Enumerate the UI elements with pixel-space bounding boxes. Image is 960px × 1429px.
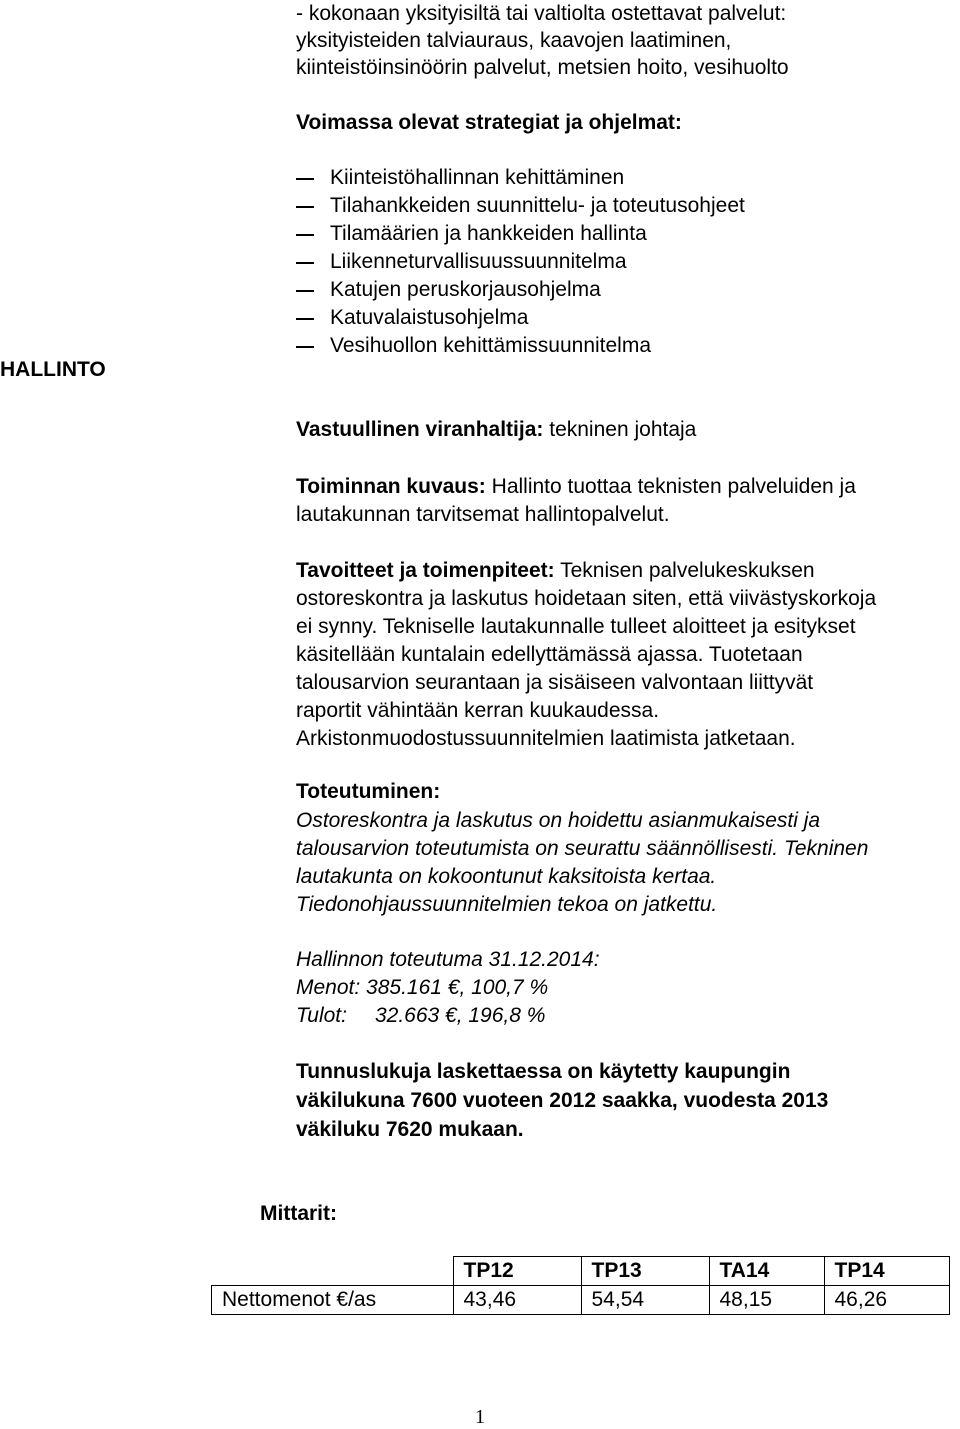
table-cell: 48,15 xyxy=(709,1286,824,1315)
strategies-heading: Voimassa olevat strategiat ja ohjelmat: xyxy=(296,111,682,134)
responsible-line xyxy=(296,416,696,444)
goals-line-1 xyxy=(296,557,815,585)
realization-line: Ostoreskontra ja laskutus on hoidettu asianmukaisesti ja xyxy=(296,809,821,832)
goals-line: talousarvion seurantaan ja sisäiseen valvontaan liittyvät xyxy=(296,671,814,694)
table-corner-cell xyxy=(212,1257,454,1286)
goals-line: raportit vähintään kerran kuukaudessa. xyxy=(296,699,660,722)
metrics-table xyxy=(211,1256,950,1315)
intro-line-2: yksityisteiden talviauraus, kaavojen laatiminen, xyxy=(296,29,732,52)
intro-line-1: - kokonaan yksityisiltä tai valtiolta ostettavat palvelut: xyxy=(296,2,787,25)
responsible-value: tekninen johtaja xyxy=(543,418,697,441)
list-item: Katuvalaistusohjelma xyxy=(330,306,529,329)
table-cell: 54,54 xyxy=(581,1286,709,1315)
table-cell: 43,46 xyxy=(453,1286,581,1315)
figures-title: Hallinnon toteutuma 31.12.2014: xyxy=(296,948,600,971)
table-row xyxy=(212,1286,950,1315)
section-label: HALLINTO xyxy=(0,358,106,381)
income-value: 32.663 €, 196,8 % xyxy=(374,1004,546,1027)
goals-label: Tavoitteet ja toimenpiteet: xyxy=(296,559,555,582)
list-item: Kiinteistöhallinnan kehittäminen xyxy=(330,166,625,189)
list-dash-icon xyxy=(296,234,314,236)
page-number: 1 xyxy=(475,1406,485,1428)
table-cell: 46,26 xyxy=(824,1286,949,1315)
list-dash-icon xyxy=(296,346,314,348)
realization-line: Tiedonohjaussuunnitelmien tekoa on jatkettu. xyxy=(296,893,718,916)
expenses-line xyxy=(296,974,548,1002)
realization-line: talousarvion toteutumista on seurattu säännöllisesti. Tekninen xyxy=(296,837,869,860)
note-line: väkilukuna 7600 vuoteen 2012 saakka, vuodesta 2013 xyxy=(296,1089,829,1112)
description-line-1 xyxy=(296,473,856,501)
list-item: Vesihuollon kehittämissuunnitelma xyxy=(330,334,652,357)
list-item: Tilahankkeiden suunnittelu- ja toteutusohjeet xyxy=(330,194,745,217)
metrics-heading: Mittarit: xyxy=(260,1202,337,1225)
table-header: TP14 xyxy=(824,1257,949,1286)
responsible-label: Vastuullinen viranhaltija: xyxy=(296,418,544,441)
note-line: Tunnuslukuja laskettaessa on käytetty kaupungin xyxy=(296,1060,791,1083)
realization-heading: Toteutuminen: xyxy=(296,780,441,803)
list-item: Tilamäärien ja hankkeiden hallinta xyxy=(330,222,647,245)
expenses-value: 385.161 €, 100,7 % xyxy=(366,976,549,999)
income-line xyxy=(296,1002,545,1030)
goals-line: ostoreskontra ja laskutus hoidetaan siten, että viivästyskorkoja xyxy=(296,587,877,610)
list-item: Katujen peruskorjausohjelma xyxy=(330,278,601,301)
description-line-2: lautakunnan tarvitsemat hallintopalvelut. xyxy=(296,503,670,526)
intro-line-3: kiinteistöinsinöörin palvelut, metsien hoito, vesihuolto xyxy=(296,56,789,79)
list-dash-icon xyxy=(296,262,314,264)
description-label: Toiminnan kuvaus: xyxy=(296,475,486,498)
list-dash-icon xyxy=(296,178,314,180)
realization-line: lautakunta on kokoontunut kaksitoista kertaa. xyxy=(296,865,717,888)
table-header: TA14 xyxy=(709,1257,824,1286)
income-label: Tulot: xyxy=(296,1004,347,1027)
table-header: TP12 xyxy=(453,1257,581,1286)
list-dash-icon xyxy=(296,318,314,320)
description-text: Hallinto tuottaa teknisten palveluiden ja xyxy=(485,475,856,498)
expenses-label: Menot: xyxy=(296,976,361,999)
goals-text: Teknisen palvelukeskuksen xyxy=(554,559,815,582)
note-line: väkiluku 7620 mukaan. xyxy=(296,1118,524,1141)
goals-line: käsitellään kuntalain edellyttämässä ajassa. Tuotetaan xyxy=(296,643,803,666)
table-header: TP13 xyxy=(581,1257,709,1286)
table-header-row xyxy=(212,1257,950,1286)
table-row-label: Nettomenot €/as xyxy=(212,1286,454,1315)
list-dash-icon xyxy=(296,290,314,292)
list-dash-icon xyxy=(296,206,314,208)
list-item: Liikenneturvallisuussuunnitelma xyxy=(330,250,627,273)
goals-line: ei synny. Tekniselle lautakunnalle tulleet aloitteet ja esitykset xyxy=(296,615,856,638)
goals-line: Arkistonmuodostussuunnitelmien laatimista jatketaan. xyxy=(296,727,796,750)
